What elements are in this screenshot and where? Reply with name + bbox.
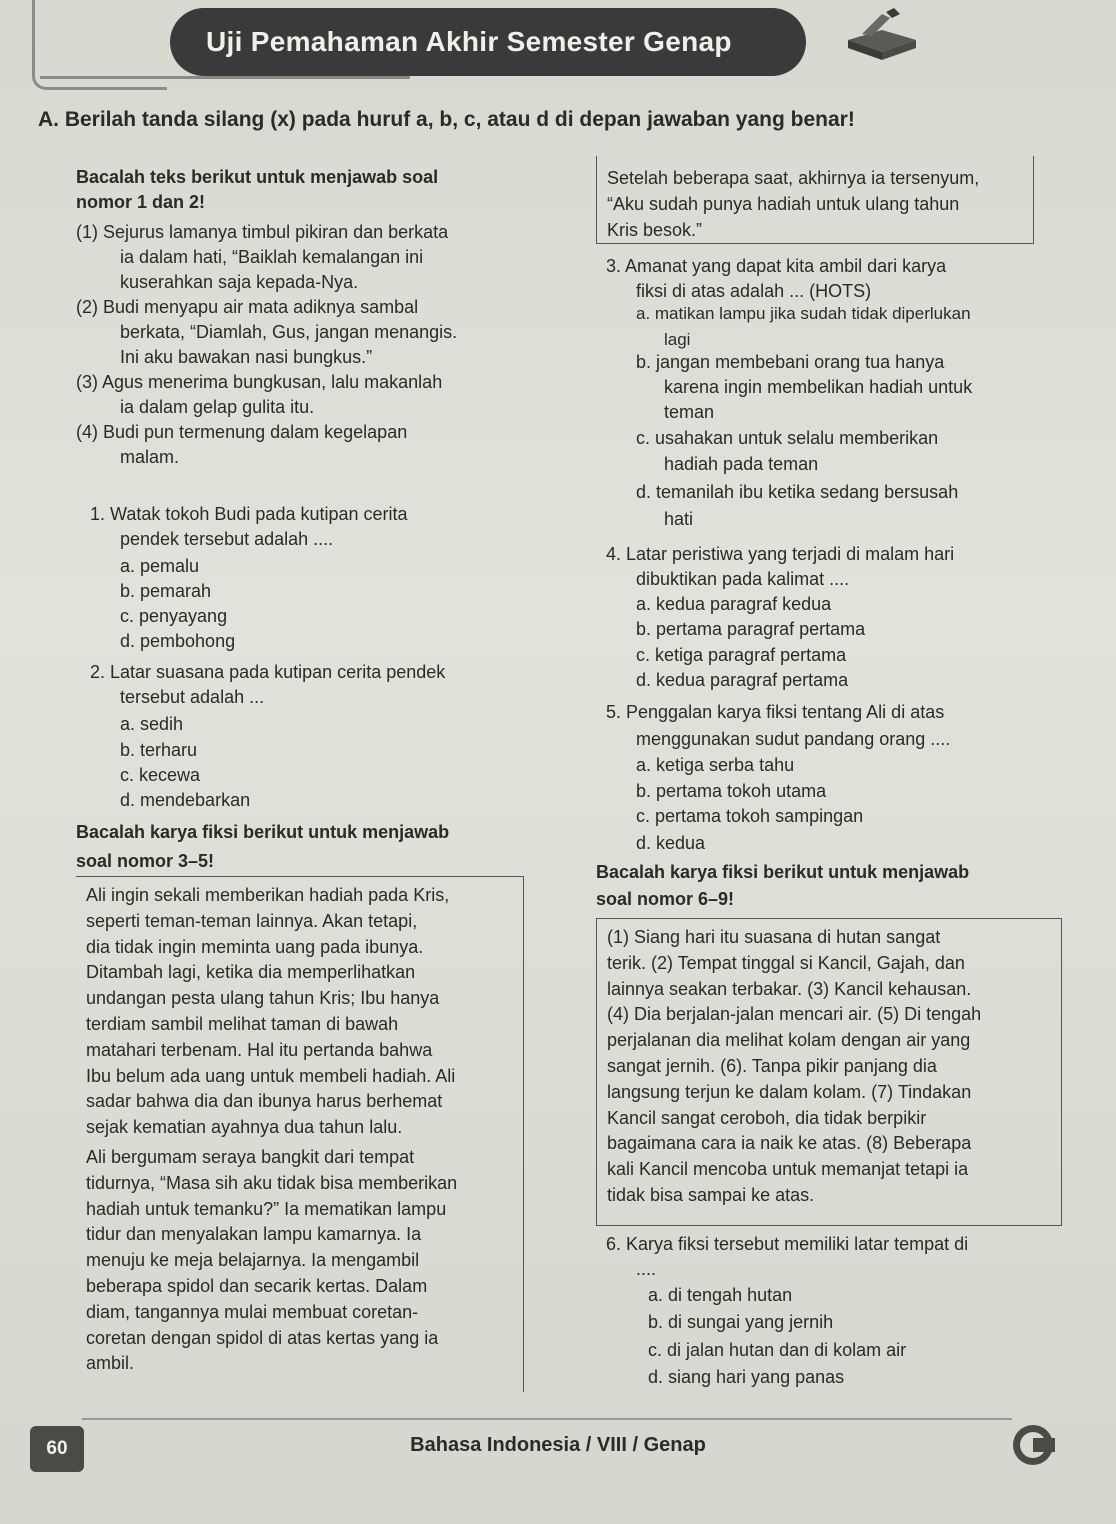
intro-3 [596,860,969,912]
box-line: coretan dengan spidol di atas kertas yang ia [86,1327,439,1348]
q2-option-d[interactable]: d. mendebarkan [120,790,251,810]
q3-option-a-text: a. matikan lampu jika sudah tidak diperlukan [636,304,971,323]
q3-option-d[interactable] [636,482,958,530]
page-number-text: 60 [46,1438,68,1459]
box-line: Setelah beberapa saat, akhirnya ia tersenyum, [607,168,980,188]
question-6-text: .... [636,1259,657,1279]
story-line: Ini aku bawakan nasi bungkus.” [120,347,373,367]
question-3 [606,254,946,304]
q1-option-a[interactable]: a. pemalu [120,556,200,576]
box-line: undangan pesta ulang tahun Kris; Ibu hanya [86,988,440,1009]
q3-option-c-text: c. usahakan untuk selalu memberikan [636,428,939,448]
question-1-text: pendek tersebut adalah .... [120,529,334,549]
box-line: (4) Dia berjalan-jalan mencari air. (5) Di tengah [607,1004,982,1025]
footer-divider [82,1418,1012,1420]
intro-3-line2: soal nomor 6–9! [596,889,735,909]
question-2-text: 2. Latar suasana pada kutipan cerita pendek [90,662,446,682]
box-line: hadiah untuk temanku?” Ia mematikan lampu [86,1198,447,1219]
question-1 [90,502,408,552]
question-5 [606,700,950,752]
header-underline [40,76,410,79]
box-line: matahari terbenam. Hal itu pertanda bahwa [86,1039,433,1060]
story-line: (4) Budi pun termenung dalam kegelapan [76,422,408,442]
q6-option-c[interactable]: c. di jalan hutan dan di kolam air [648,1340,907,1360]
story-line: ia dalam hati, “Baiklah kemalangan ini [120,247,424,267]
q4-option-c[interactable]: c. ketiga paragraf pertama [636,645,847,665]
box-line: (1) Siang hari itu suasana di hutan sangat [607,927,941,947]
question-1-text: 1. Watak tokoh Budi pada kutipan cerita [90,504,408,524]
box-line: Ali bergumam seraya bangkit dari tempat [86,1146,415,1167]
question-4-text: dibuktikan pada kalimat .... [636,569,850,589]
q6-option-d[interactable]: d. siang hari yang panas [648,1367,845,1387]
story-line: berkata, “Diamlah, Gus, jangan menangis. [120,322,458,342]
q6-option-b[interactable]: b. di sungai yang jernih [648,1312,834,1332]
box-line: Kris besok.” [607,219,703,240]
q5-option-d[interactable]: d. kedua [636,833,706,853]
q2-option-b[interactable]: b. terharu [120,740,198,760]
question-2 [90,660,445,710]
box-line: perjalanan dia melihat kolam dengan air yang [607,1030,971,1051]
question-5-text: 5. Penggalan karya fiksi tentang Ali di atas [606,702,945,722]
q3-option-b-text: b. jangan membebani orang tua hanya [636,352,945,372]
question-3-text: 3. Amanat yang dapat kita ambil dari karya [606,256,947,276]
box-line: sangat jernih. (6). Tanpa pikir panjang dia [607,1055,937,1076]
footer-subject: Bahasa Indonesia / VIII / Genap [410,1434,706,1456]
q3-option-c-text: hadiah pada teman [664,454,819,474]
story-line: kuserahkan saja kepada-Nya. [120,272,359,292]
q4-option-a[interactable]: a. kedua paragraf kedua [636,594,832,614]
box-line: terdiam sambil melihat taman di bawah [86,1013,399,1034]
story-line: (1) Sejurus lamanya timbul pikiran dan berkata [76,222,449,242]
page-title: Uji Pemahaman Akhir Semester Genap [206,26,732,57]
q4-option-d[interactable]: d. kedua paragraf pertama [636,670,849,690]
intro-2 [76,820,449,874]
q3-option-d-text: hati [664,509,694,529]
q3-option-a-text: lagi [664,330,691,349]
book-icon [842,6,922,66]
q3-option-a[interactable] [636,304,971,350]
q1-option-c[interactable]: c. penyayang [120,606,228,626]
reading-box-kancil [596,918,1062,1226]
question-2-text: tersebut adalah ... [120,687,265,707]
q4-option-b[interactable]: b. pertama paragraf pertama [636,619,866,639]
story-line: (3) Agus menerima bungkusan, lalu makanlah [76,372,443,392]
q1-option-d[interactable]: d. pembohong [120,631,236,651]
q5-option-b[interactable]: b. pertama tokoh utama [636,781,827,801]
story-line: ia dalam gelap gulita itu. [120,397,315,417]
section-instruction: A. Berilah tanda silang (x) pada huruf a, b, c, atau d di depan jawaban yang benar! [38,108,855,131]
box-line: Kancil sangat ceroboh, dia tidak berpikir [607,1107,927,1128]
box-line: ambil. [86,1353,135,1374]
box-line: terik. (2) Tempat tinggal si Kancil, Gajah, dan [607,952,965,973]
story-line: (2) Budi menyapu air mata adiknya sambal [76,297,419,317]
q3-option-d-text: d. temanilah ibu ketika sedang bersusah [636,482,959,502]
box-line: Ali ingin sekali memberikan hadiah pada Kris, [86,885,450,905]
box-line: diam, tangannya mulai membuat coretan- [86,1301,419,1322]
question-4-text: 4. Latar peristiwa yang terjadi di malam hari [606,544,955,564]
story-excerpt [76,220,522,470]
q2-option-a[interactable]: a. sedih [120,714,184,734]
q3-option-b-text: karena ingin membelikan hadiah untuk [664,377,973,397]
q2-option-c[interactable]: c. kecewa [120,765,201,785]
question-6 [606,1232,968,1282]
box-line: tidur dan menyalakan lampu kamarnya. Ia [86,1224,422,1245]
box-line: “Aku sudah punya hadiah untuk ulang tahun [607,193,960,214]
q3-option-c[interactable] [636,428,938,475]
box-line: sejak kematian ayahnya dua tahun lalu. [86,1117,403,1138]
q1-option-b[interactable]: b. pemarah [120,581,212,601]
question-3-text: fiksi di atas adalah ... (HOTS) [636,281,872,301]
header-banner [170,8,806,76]
box-line: Ibu belum ada uang untuk membeli hadiah. Ali [86,1065,456,1086]
box-line: tidak bisa sampai ke atas. [607,1184,815,1205]
box-line: bagaimana cara ia naik ke atas. (8) Beberapa [607,1133,972,1154]
q5-option-a[interactable]: a. ketiga serba tahu [636,755,795,775]
publisher-logo-icon [1008,1418,1058,1468]
box-line: beberapa spidol dan secarik kertas. Dalam [86,1275,428,1296]
intro-3-line1: Bacalah karya fiksi berikut untuk menjawab [596,862,970,882]
reading-box-ali [76,876,524,1392]
box-line: lainnya seakan terbakar. (3) Kancil kehausan. [607,978,972,999]
box-line: kali Kancil mencoba untuk memanjat tetapi ia [607,1159,969,1180]
box-line: Ditambah lagi, ketika dia memperlihatkan [86,962,416,983]
q3-option-b-text: teman [664,402,715,422]
question-4 [606,542,954,592]
question-5-text: menggunakan sudut pandang orang .... [636,729,951,749]
question-6-text: 6. Karya fiksi tersebut memiliki latar tempat di [606,1234,969,1254]
intro-1-line1: Bacalah teks berikut untuk menjawab soal [76,167,439,187]
box-line: menuju ke meja belajarnya. Ia mengambil [86,1250,420,1271]
q6-option-a[interactable]: a. di tengah hutan [648,1285,793,1305]
story-line: malam. [120,447,180,467]
q5-option-c[interactable]: c. pertama tokoh sampingan [636,806,864,826]
box-line: langsung terjun ke dalam kolam. (7) Tindakan [607,1081,972,1102]
box-line: sadar bahwa dia dan ibunya harus berhemat [86,1091,443,1112]
box-line: dia tidak ingin meminta uang pada ibunya. [86,936,424,957]
q3-option-b[interactable] [636,352,972,423]
intro-1-line2: nomor 1 dan 2! [76,192,206,212]
box-line: tidurnya, “Masa sih aku tidak bisa memberikan [86,1172,458,1193]
intro-1 [76,165,438,215]
intro-2-line2: soal nomor 3–5! [76,851,215,871]
box-line: seperti teman-teman lainnya. Akan tetapi, [86,910,418,931]
intro-2-line1: Bacalah karya fiksi berikut untuk menjawab [76,822,450,842]
reading-box-continued [596,156,1034,244]
